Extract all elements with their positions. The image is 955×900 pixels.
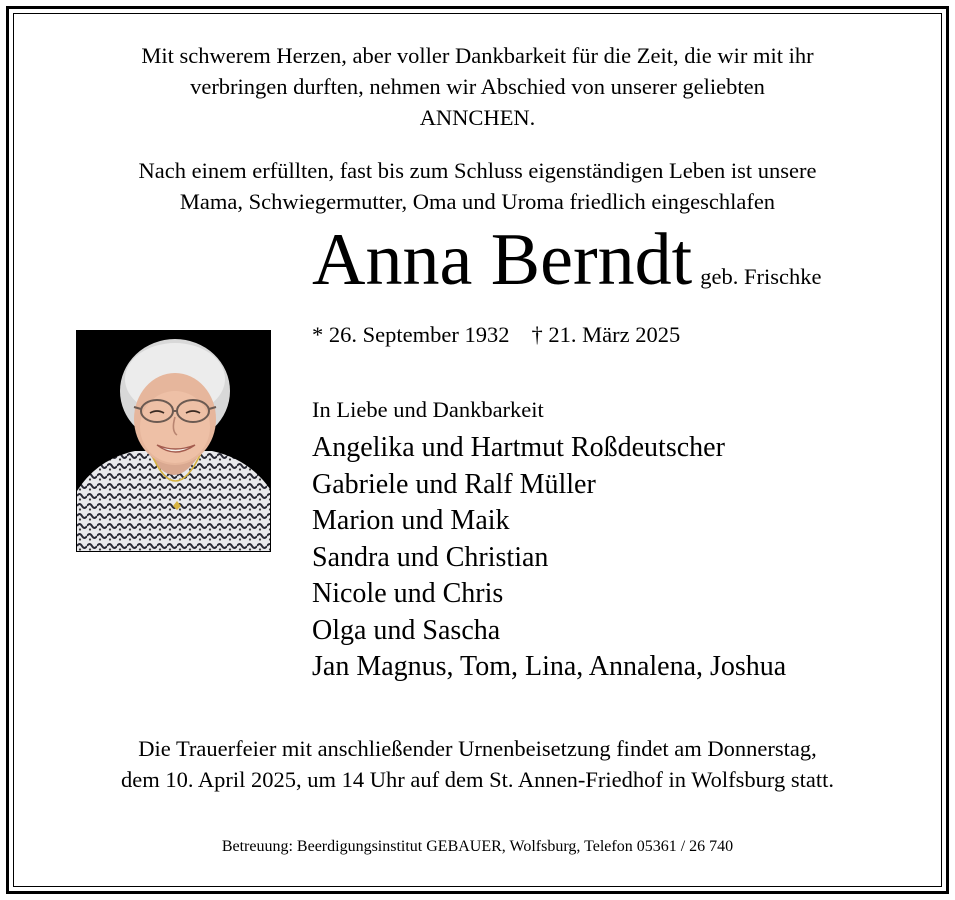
intro2-line-1: Nach einem erfüllten, fast bis zum Schluss eigenständigen Leben ist unsere: [138, 158, 817, 183]
list-item: Sandra und Christian: [312, 541, 549, 573]
mourners-list: [312, 430, 786, 686]
maiden-name: geb. Frischke: [700, 264, 822, 289]
intro-line-2: verbringen durften, nehmen wir Abschied von unserer geliebten: [190, 74, 765, 99]
intro-text-2: [20, 155, 935, 217]
deceased-name-line: [312, 215, 821, 305]
intro-text: [20, 40, 935, 133]
funeral-home-footer: Betreuung: Beerdigungsinstitut GEBAUER, Wolfsburg, Telefon 05361 / 26 740: [221, 838, 734, 855]
birth-date: * 26. September 1932: [312, 322, 510, 347]
intro-line-1: Mit schwerem Herzen, aber voller Dankbarkeit für die Zeit, die wir mit ihr: [141, 43, 814, 68]
ceremony-line-2: dem 10. April 2025, um 14 Uhr auf dem St. Annen-Friedhof in Wolfsburg statt.: [121, 767, 834, 792]
death-date: † 21. März 2025: [531, 322, 681, 347]
list-item: Angelika und Hartmut Roßdeutscher: [312, 432, 725, 463]
list-item: Jan Magnus, Tom, Lina, Annalena, Joshua: [312, 651, 787, 682]
ceremony-line-1: Die Trauerfeier mit anschließender Urnenbeisetzung findet am Donnerstag,: [138, 736, 817, 761]
list-item: Gabriele und Ralf Müller: [312, 468, 596, 500]
life-dates: [312, 320, 680, 350]
portrait-photo: [76, 330, 271, 552]
intro-line-3: ANNCHEN.: [419, 105, 536, 130]
list-item: Marion und Maik: [312, 505, 510, 536]
mourners-heading: In Liebe und Dankbarkeit: [312, 397, 544, 422]
list-item: Olga und Sascha: [312, 614, 501, 646]
deceased-name: Anna Berndt: [312, 219, 693, 301]
portrait-illustration: [77, 331, 270, 551]
intro2-line-2: Mama, Schwiegermutter, Oma und Uroma friedlich eingeschlafen: [179, 189, 776, 214]
ceremony-info: [20, 733, 935, 795]
list-item: Nicole und Chris: [312, 578, 504, 609]
